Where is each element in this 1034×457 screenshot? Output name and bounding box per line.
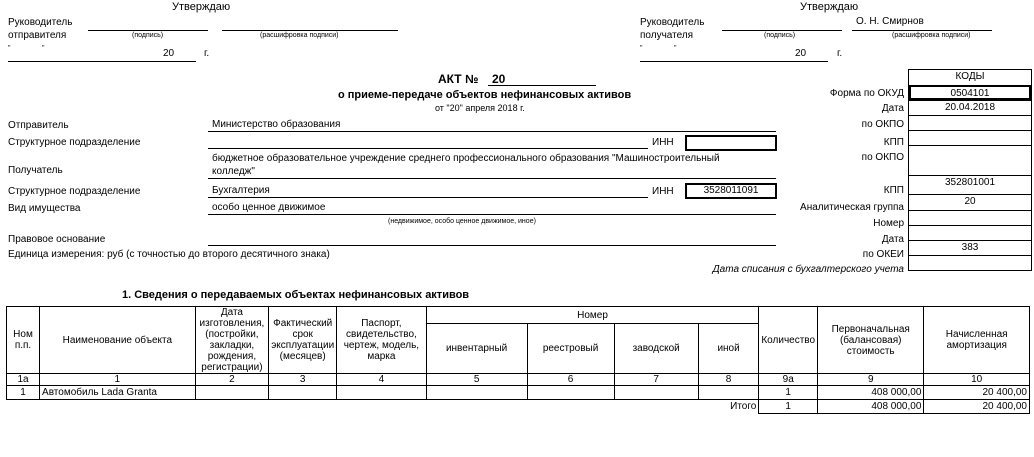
approve-right-decode-hint: (расшифровка подписи) [892, 32, 971, 39]
sender-value: Министерство образования [212, 119, 341, 130]
th-other: иной [698, 324, 759, 374]
th-registry: реестровый [527, 324, 614, 374]
act-title-prefix: АКТ № [438, 72, 479, 86]
code-kpp2: 352801001 [909, 175, 1031, 194]
approve-left-signature-hint: (подпись) [132, 32, 164, 39]
code-date: 20.04.2018 [909, 100, 1031, 115]
label-date: Дата [881, 103, 904, 114]
total-label: Итого [730, 401, 757, 413]
cell-num: 1 [7, 386, 40, 400]
inn-box2: 3528011091 [685, 183, 777, 199]
act-date-line: от "20" апреля 2018 г. [435, 103, 525, 113]
total-qty: 1 [759, 400, 818, 414]
code-okud: 0504101 [909, 85, 1031, 100]
unit-label: Единица измерения: руб (с точностью до второго десятичного знака) [8, 249, 330, 260]
property-line [208, 214, 776, 215]
col-number: 9а [759, 374, 818, 386]
col-number: 4 [337, 374, 426, 386]
th-number-group: Номер [426, 307, 759, 324]
col-number: 3 [269, 374, 337, 386]
struct1-label: Структурное подразделение [8, 137, 141, 148]
section-title: 1. Сведения о передаваемых объектах нефинансовых активов [122, 289, 470, 301]
label-okud: Форма по ОКУД [829, 88, 904, 99]
approve-right-signature-hint: (подпись) [764, 32, 796, 39]
th-name: Наименование объекта [40, 307, 196, 374]
property-hint: (недвижимое, особо ценное движимое, иное) [388, 218, 536, 225]
label-okpo2: по ОКПО [861, 152, 904, 163]
label-kpp1: КПП [883, 137, 904, 148]
approve-right-date-line [640, 61, 828, 62]
approve-right-title: Утверждаю [800, 1, 859, 13]
code-okei: 383 [909, 240, 1031, 255]
code-date2 [909, 225, 1031, 240]
struct2-line [208, 197, 648, 198]
approve-right-head-line1: Руководитель [640, 17, 705, 28]
inn-label1: ИНН [652, 137, 674, 148]
th-passport: Паспорт, свидетельство, чертеж, модель, марка [337, 307, 426, 374]
th-num: Ном п.п. [7, 307, 40, 374]
act-subtitle: о приеме-передаче объектов нефинансовых активов [338, 89, 632, 101]
col-number: 9 [818, 374, 924, 386]
label-date2: Дата [881, 234, 904, 245]
total-initial-cost: 408 000,00 [818, 400, 924, 414]
receiver-line [208, 178, 776, 179]
th-depreciation: Начисленная амортизация [924, 307, 1030, 374]
cell-passport [337, 386, 426, 400]
approve-left-date-line [8, 61, 196, 62]
act-number: 20 [492, 72, 506, 86]
inn-box1 [685, 135, 777, 151]
cell-term [269, 386, 337, 400]
th-initial-cost: Первоначальная (балансовая) стоимость [818, 307, 924, 374]
col-number: 1а [7, 374, 40, 386]
approve-left-decode-hint: (расшифровка подписи) [260, 32, 339, 39]
code-okpo1 [909, 115, 1031, 130]
approve-right-quote1: " [640, 45, 643, 52]
approve-left-quote2: " [42, 45, 45, 52]
cell-inventory [426, 386, 527, 400]
approve-left-quote1: " [8, 45, 11, 52]
label-kpp2: КПП [883, 185, 904, 196]
cell-made-date [195, 386, 269, 400]
property-value: особо ценное движимое [212, 202, 326, 213]
struct1-line [208, 148, 648, 149]
inn-label2: ИНН [652, 186, 674, 197]
approve-left-year-suffix: г. [204, 48, 210, 59]
col-number: 10 [924, 374, 1030, 386]
cell-other [698, 386, 759, 400]
receiver-value-line2: колледж" [212, 166, 255, 177]
assets-table [6, 306, 1030, 414]
basis-label: Правовое основание [8, 234, 106, 245]
code-analytic: 20 [909, 194, 1031, 209]
approve-right-decode-line [852, 30, 992, 31]
col-number: 1 [40, 374, 196, 386]
th-term: Фактический срок эксплуатации (месяцев) [269, 307, 337, 374]
approve-right-quote2: " [674, 45, 677, 52]
approve-right-year-suffix: г. [837, 48, 843, 59]
table-total-row [7, 400, 1030, 414]
approve-right-signature-line [722, 30, 842, 31]
approve-left-year-prefix: 20 [163, 48, 175, 59]
label-writeoff: Дата списания с бухгалтерского учета [712, 264, 904, 275]
cell-registry [527, 386, 614, 400]
approve-left-head-line2: отправителя [8, 30, 67, 41]
th-made-date: Дата изготовления, (постройки, закладки, рождения, регистрации) [195, 307, 269, 374]
approve-right-name: О. Н. Смирнов [856, 16, 924, 27]
code-number [909, 210, 1031, 225]
table-row [7, 386, 1030, 400]
col-number: 7 [614, 374, 698, 386]
label-number: Номер [873, 218, 904, 229]
approve-left-signature-line [88, 30, 208, 31]
col-number: 6 [527, 374, 614, 386]
th-inventory: инвентарный [426, 324, 527, 374]
col-number: 8 [698, 374, 759, 386]
sender-label: Отправитель [8, 120, 69, 131]
approve-right-head-line2: получателя [640, 30, 694, 41]
approve-left-title: Утверждаю [172, 1, 231, 13]
receiver-label: Получатель [8, 165, 63, 176]
cell-qty: 1 [759, 386, 818, 400]
code-writeoff [909, 255, 1031, 270]
code-okpo2 [909, 145, 1031, 175]
approve-left-decode-line [222, 30, 398, 31]
receiver-value-line1: бюджетное образовательное учреждение среднего профессионального образования "Машиностроительный [212, 153, 720, 164]
col-number: 5 [426, 374, 527, 386]
codes-box [908, 69, 1032, 271]
total-depreciation: 20 400,00 [924, 400, 1030, 414]
th-factory: заводской [614, 324, 698, 374]
property-label: Вид имущества [8, 203, 81, 214]
cell-factory [614, 386, 698, 400]
act-number-line [488, 85, 596, 86]
label-okpo1: по ОКПО [861, 119, 904, 130]
basis-line [208, 245, 776, 246]
label-analytic: Аналитическая группа [800, 202, 904, 213]
struct2-value: Бухгалтерия [212, 185, 270, 196]
approve-left-head-line1: Руководитель [8, 17, 73, 28]
col-number: 2 [195, 374, 269, 386]
codes-header: КОДЫ [955, 71, 985, 82]
approve-right-year-prefix: 20 [795, 48, 807, 59]
cell-name: Автомобиль Lada Granta [40, 386, 196, 400]
label-okei: по ОКЕИ [862, 249, 904, 260]
cell-initial-cost: 408 000,00 [818, 386, 924, 400]
struct2-label: Структурное подразделение [8, 186, 141, 197]
th-qty: Количество [759, 307, 818, 374]
sender-line [208, 131, 776, 132]
code-kpp1 [909, 130, 1031, 145]
cell-depreciation: 20 400,00 [924, 386, 1030, 400]
